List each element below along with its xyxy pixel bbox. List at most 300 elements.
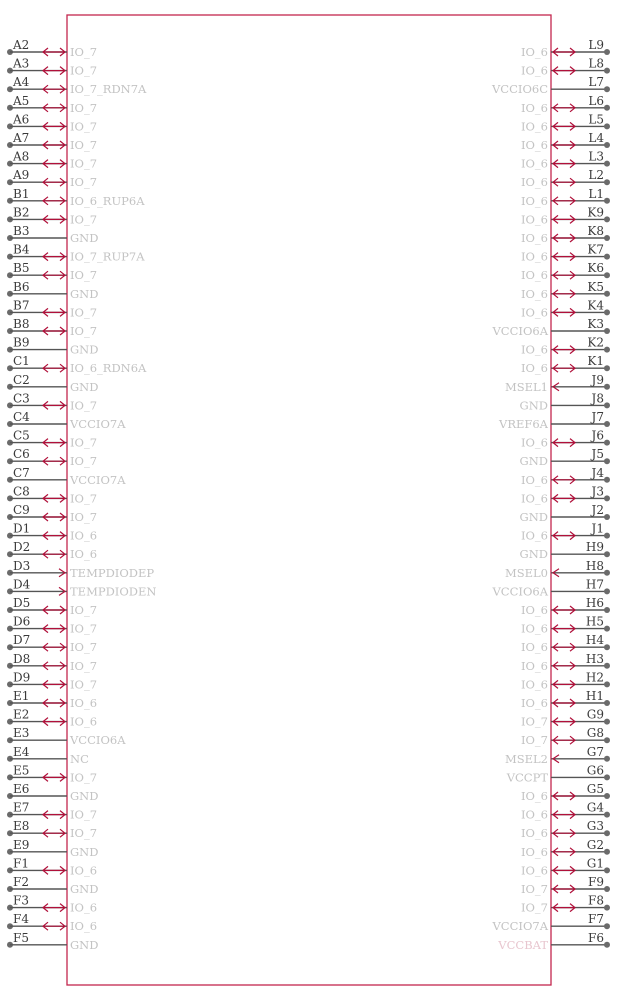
pin-number: H9: [585, 540, 604, 555]
bidirectional-arrow-icon: [43, 104, 65, 112]
bidirectional-arrow-icon: [553, 606, 575, 614]
pin-name: VCCBAT: [498, 937, 548, 952]
bidirectional-arrow-icon: [43, 904, 65, 912]
bidirectional-arrow-icon: [43, 253, 65, 261]
pin-name: IO_7: [70, 677, 98, 692]
bidirectional-arrow-icon: [43, 922, 65, 930]
pin-endpoint: [604, 421, 610, 427]
pin-number: D8: [13, 651, 31, 666]
pin-name: VCCIO6A: [70, 733, 126, 748]
pin-name: IO_6: [520, 603, 548, 617]
bidirectional-arrow-icon: [553, 160, 575, 168]
bidirectional-arrow-icon: [553, 439, 575, 447]
pin-name: IO_7: [70, 268, 98, 283]
pin-endpoint: [604, 588, 610, 594]
pin-number: F8: [588, 893, 604, 908]
pin-endpoint: [604, 774, 610, 780]
pin-number: A2: [13, 38, 30, 52]
bidirectional-arrow-icon: [553, 346, 575, 354]
pin-name: GND: [70, 937, 99, 952]
pin-name: IO_6: [520, 156, 548, 171]
bidirectional-arrow-icon: [43, 141, 65, 149]
pin-name: IO_7: [520, 900, 548, 915]
bidirectional-arrow-icon: [553, 178, 575, 186]
pin-name: GND: [70, 379, 99, 394]
pin-endpoint: [604, 235, 610, 241]
bidirectional-arrow-icon: [553, 699, 575, 707]
pin-endpoint: [604, 737, 610, 743]
bidirectional-arrow-icon: [553, 680, 575, 688]
pin-number: L4: [588, 131, 604, 145]
pin-number: H3: [585, 651, 604, 666]
pin-number: F4: [13, 912, 29, 927]
pin-number: E9: [13, 837, 30, 852]
pin-number: J6: [591, 428, 604, 443]
pin-endpoint: [604, 142, 610, 148]
pin-name: IO_7: [70, 398, 98, 413]
bidirectional-arrow-icon: [43, 699, 65, 707]
pin-number: J3: [591, 484, 604, 499]
pin-number: A7: [13, 131, 30, 145]
pin-name: IO_6: [520, 807, 548, 822]
pin-endpoint: [604, 68, 610, 74]
pin-number: L8: [588, 56, 604, 71]
pin-endpoint: [604, 347, 610, 353]
pin-name: IO_6: [520, 138, 548, 152]
pin-number: H4: [585, 633, 604, 648]
pin-name: IO_6: [520, 193, 548, 208]
bidirectional-arrow-icon: [553, 718, 575, 726]
bidirectional-arrow-icon: [553, 811, 575, 819]
bidirectional-arrow-icon: [553, 904, 575, 912]
pin-number: K1: [587, 354, 604, 369]
pin-number: B1: [13, 186, 30, 201]
bidirectional-arrow-icon: [553, 308, 575, 316]
pin-endpoint: [604, 495, 610, 501]
bidirectional-arrow-icon: [43, 160, 65, 168]
pin-number: G5: [586, 782, 604, 796]
bidirectional-arrow-icon: [553, 271, 575, 279]
pin-number: A6: [13, 112, 30, 127]
pin-name: VCCIO6C: [492, 82, 548, 97]
pin-number: K8: [587, 224, 604, 238]
bidirectional-arrow-icon: [553, 625, 575, 633]
pin-name: IO_6: [70, 714, 98, 729]
pin-endpoint: [604, 161, 610, 167]
pin-name: IO_7: [70, 156, 98, 171]
bidirectional-arrow-icon: [43, 625, 65, 633]
bidirectional-arrow-icon: [553, 67, 575, 75]
pin-name: IO_7: [70, 435, 98, 450]
pin-number: C1: [13, 354, 30, 369]
pin-name: IO_7: [70, 212, 98, 227]
pin-endpoint: [604, 440, 610, 446]
pin-number: H8: [585, 558, 604, 573]
bidirectional-arrow-icon: [43, 513, 65, 521]
pin-number: G8: [586, 726, 604, 741]
pin-number: E3: [13, 726, 30, 741]
pin-name: GND: [70, 342, 99, 357]
pin-endpoint: [604, 867, 610, 873]
pin-number: G6: [586, 763, 604, 778]
pin-number: L2: [588, 168, 604, 183]
bidirectional-arrow-icon: [43, 439, 65, 447]
bidirectional-arrow-icon: [553, 829, 575, 837]
pin-endpoint: [604, 86, 610, 92]
pin-endpoint: [604, 663, 610, 669]
pin-number: G1: [586, 856, 604, 871]
pin-number: L1: [588, 186, 604, 201]
pin-endpoint: [604, 700, 610, 706]
pin-endpoint: [604, 756, 610, 762]
pin-name: VCCPT: [506, 770, 548, 785]
pin-name: IO_6: [520, 63, 548, 78]
pin-number: K5: [587, 279, 604, 294]
pin-number: H7: [585, 577, 604, 592]
pin-endpoint: [604, 477, 610, 483]
pin-name: GND: [70, 231, 99, 245]
pin-number: G2: [586, 837, 604, 852]
pin-endpoint: [604, 49, 610, 55]
pin-number: H1: [585, 689, 604, 703]
pin-endpoint: [604, 719, 610, 725]
bidirectional-arrow-icon: [43, 494, 65, 502]
pin-name: MSEL0: [504, 565, 548, 580]
pin-name: IO_6: [70, 919, 98, 934]
bidirectional-arrow-icon: [43, 532, 65, 540]
bidirectional-arrow-icon: [553, 866, 575, 874]
pin-name: GND: [70, 882, 99, 896]
pin-number: G4: [586, 800, 604, 815]
bidirectional-arrow-icon: [553, 476, 575, 484]
pin-name: IO_7: [520, 882, 548, 896]
pin-number: B5: [13, 261, 30, 276]
pin-endpoint: [604, 886, 610, 892]
pin-number: A4: [13, 75, 30, 90]
pin-number: K4: [587, 298, 604, 313]
pin-endpoint: [604, 570, 610, 576]
bidirectional-arrow-icon: [553, 215, 575, 223]
pin-name: IO_6: [520, 361, 548, 376]
bidirectional-arrow-icon: [43, 680, 65, 688]
bidirectional-arrow-icon: [43, 606, 65, 614]
bidirectional-arrow-icon: [553, 122, 575, 130]
pin-name: IO_7: [70, 45, 98, 59]
pin-name: IO_6: [520, 100, 548, 115]
pin-number: D4: [13, 577, 31, 592]
pin-name: IO_7: [70, 826, 98, 841]
pin-name: IO_7: [520, 733, 548, 748]
pin-name: IO_6: [520, 696, 548, 710]
bidirectional-arrow-icon: [43, 662, 65, 670]
pin-name: IO_6: [520, 472, 548, 487]
pin-row: [497, 931, 610, 952]
pin-number: K2: [587, 335, 604, 350]
pin-name: IO_6: [520, 528, 548, 543]
pin-name: IO_7: [70, 63, 98, 78]
bidirectional-arrow-icon: [43, 364, 65, 372]
pin-number: G9: [586, 707, 604, 722]
pin-number: H5: [585, 614, 604, 629]
pin-endpoint: [604, 123, 610, 129]
pin-name: IO_6: [70, 547, 98, 562]
bidirectional-arrow-icon: [553, 532, 575, 540]
pin-name: NC: [70, 751, 89, 766]
pin-name: IO_7_RDN7A: [70, 82, 147, 97]
pin-number: F1: [13, 856, 29, 871]
pin-name: IO_6: [70, 696, 98, 710]
pin-number: D1: [13, 521, 31, 536]
pin-number: C8: [13, 484, 30, 499]
pin-endpoint: [604, 514, 610, 520]
bidirectional-arrow-icon: [553, 364, 575, 372]
pin-number: K3: [587, 317, 604, 331]
pin-number: K6: [587, 261, 604, 276]
bidirectional-arrow-icon: [553, 141, 575, 149]
pin-name: IO_7: [70, 640, 98, 655]
pin-endpoint: [604, 830, 610, 836]
left-pin-group: [7, 38, 156, 952]
pin-number: E1: [13, 689, 30, 703]
pin-endpoint: [604, 681, 610, 687]
pin-number: B9: [13, 335, 30, 350]
pin-number: F9: [588, 875, 604, 889]
pin-endpoint: [604, 328, 610, 334]
pin-name: IO_7: [70, 658, 98, 673]
pin-name: IO_7: [70, 770, 98, 785]
pin-number: C3: [13, 391, 30, 406]
bidirectional-arrow-icon: [553, 885, 575, 893]
bidirectional-arrow-icon: [43, 85, 65, 93]
pin-number: A5: [13, 93, 30, 108]
pin-name: IO_6: [520, 175, 548, 190]
bidirectional-arrow-icon: [43, 178, 65, 186]
pin-name: IO_7: [70, 324, 98, 338]
pin-number: A3: [13, 56, 30, 71]
pin-endpoint: [604, 365, 610, 371]
pin-number: J9: [591, 372, 604, 387]
pin-number: D2: [13, 540, 31, 555]
pin-number: J8: [591, 391, 604, 406]
pin-number: E4: [13, 744, 30, 759]
pin-number: L5: [588, 112, 604, 127]
pin-number: D3: [13, 558, 31, 573]
pin-name: IO_6: [520, 844, 548, 859]
pin-name: VCCIO7A: [492, 919, 548, 934]
pin-name: GND: [519, 454, 548, 469]
pin-number: B4: [13, 242, 30, 257]
pin-name: IO_6_RDN6A: [70, 361, 147, 376]
pin-name: IO_6: [520, 658, 548, 673]
bidirectional-arrow-icon: [43, 643, 65, 651]
pin-number: K7: [587, 242, 604, 257]
bidirectional-arrow-icon: [553, 197, 575, 205]
pin-number: A8: [13, 149, 30, 164]
pin-number: H6: [585, 596, 604, 610]
pin-endpoint: [604, 105, 610, 111]
pin-name: IO_6: [520, 119, 548, 134]
pin-endpoint: [604, 849, 610, 855]
pin-endpoint: [604, 942, 610, 948]
pin-name: IO_6: [520, 677, 548, 692]
pin-number: D5: [13, 596, 31, 610]
pin-number: C2: [13, 372, 30, 387]
bidirectional-arrow-icon: [553, 736, 575, 744]
pin-number: B2: [13, 205, 30, 220]
pin-number: L7: [588, 75, 604, 90]
pin-name: GND: [70, 789, 99, 803]
pin-name: IO_6: [520, 435, 548, 450]
pin-name: MSEL2: [504, 751, 548, 766]
bidirectional-arrow-icon: [553, 848, 575, 856]
bidirectional-arrow-icon: [553, 662, 575, 670]
pin-name: GND: [519, 547, 548, 562]
pin-number: B3: [13, 224, 30, 238]
pin-name: IO_6: [520, 826, 548, 841]
pin-number: C6: [13, 447, 30, 462]
pin-name: IO_7: [70, 100, 98, 115]
pin-endpoint: [604, 458, 610, 464]
pin-name: IO_6: [520, 305, 548, 320]
pin-number: B8: [13, 317, 30, 331]
bidirectional-arrow-icon: [43, 550, 65, 558]
pin-name: IO_6: [520, 286, 548, 301]
pin-name: TEMPDIODEN: [70, 584, 157, 599]
pin-name: IO_7: [520, 714, 548, 729]
pin-number: B6: [13, 279, 30, 294]
bidirectional-arrow-icon: [43, 401, 65, 409]
bidirectional-arrow-icon: [43, 308, 65, 316]
pin-number: J5: [591, 447, 604, 462]
pin-name: IO_6: [520, 621, 548, 636]
pin-number: C9: [13, 503, 30, 517]
pin-name: VCCIO6A: [492, 584, 548, 599]
pin-number: J1: [591, 521, 604, 536]
bidirectional-arrow-icon: [553, 253, 575, 261]
bidirectional-arrow-icon: [43, 457, 65, 465]
bidirectional-arrow-icon: [43, 811, 65, 819]
pin-name: IO_7: [70, 454, 98, 469]
pin-name: VCCIO7A: [70, 417, 126, 431]
pin-number: C4: [13, 410, 30, 424]
pin-number: L3: [588, 149, 604, 164]
pin-name: IO_6: [520, 491, 548, 506]
pin-number: K9: [587, 205, 604, 220]
pin-number: D6: [13, 614, 31, 629]
pin-endpoint: [604, 402, 610, 408]
pin-number: J4: [591, 465, 604, 480]
bidirectional-arrow-icon: [553, 643, 575, 651]
pin-name: IO_7: [70, 138, 98, 152]
pin-name: IO_7: [70, 305, 98, 320]
bidirectional-arrow-icon: [553, 494, 575, 502]
pin-number: L6: [588, 93, 604, 108]
pin-name: VREF6A: [499, 417, 548, 431]
pin-name: IO_6: [70, 863, 98, 878]
bidirectional-arrow-icon: [43, 67, 65, 75]
pin-number: H2: [585, 670, 604, 685]
pin-name: IO_6: [520, 640, 548, 655]
pin-endpoint: [604, 533, 610, 539]
pin-name: IO_7: [70, 175, 98, 190]
pin-endpoint: [604, 626, 610, 632]
bidirectional-arrow-icon: [553, 104, 575, 112]
pin-name: IO_6: [70, 528, 98, 543]
pin-number: F6: [588, 930, 604, 945]
pin-number: D9: [13, 670, 31, 685]
bidirectional-arrow-icon: [43, 215, 65, 223]
pin-endpoint: [604, 179, 610, 185]
pin-endpoint: [604, 216, 610, 222]
pin-number: F3: [13, 893, 29, 908]
pin-name: IO_6: [520, 863, 548, 878]
pin-name: GND: [70, 286, 99, 301]
pin-name: IO_7: [70, 119, 98, 134]
pin-number: E5: [13, 763, 30, 778]
pin-endpoint: [604, 607, 610, 613]
pin-endpoint: [604, 309, 610, 315]
pin-number: L9: [588, 38, 604, 52]
pin-endpoint: [604, 644, 610, 650]
bidirectional-arrow-icon: [43, 829, 65, 837]
pin-number: E7: [13, 800, 30, 815]
pin-endpoint: [604, 905, 610, 911]
pin-name: IO_7: [70, 807, 98, 822]
pin-name: VCCIO7A: [70, 472, 126, 487]
pin-number: E6: [13, 782, 30, 796]
bidirectional-arrow-icon: [553, 234, 575, 242]
component-body-outline: [67, 15, 551, 985]
pin-number: J2: [591, 503, 604, 517]
pin-name: IO_7: [70, 491, 98, 506]
pin-endpoint: [604, 291, 610, 297]
pin-name: IO_6: [70, 900, 98, 915]
pin-name: TEMPDIODEP: [70, 565, 155, 580]
bidirectional-arrow-icon: [43, 327, 65, 335]
bidirectional-arrow-icon: [43, 271, 65, 279]
pin-number: J7: [591, 410, 604, 424]
pin-number: E2: [13, 707, 30, 722]
pin-name: GND: [519, 398, 548, 413]
pin-name: IO_6: [520, 249, 548, 264]
pin-endpoint: [604, 812, 610, 818]
pin-name: GND: [519, 510, 548, 524]
pin-name: GND: [70, 844, 99, 859]
pin-endpoint: [604, 254, 610, 260]
pin-number: E8: [13, 819, 30, 834]
pin-number: G3: [586, 819, 604, 834]
pin-name: VCCIO6A: [492, 324, 548, 338]
pin-name: IO_6_RUP6A: [70, 193, 145, 208]
pin-number: F2: [13, 875, 29, 889]
pin-name: IO_7: [70, 510, 98, 524]
pin-number: D7: [13, 633, 31, 648]
bidirectional-arrow-icon: [43, 122, 65, 130]
pin-endpoint: [604, 384, 610, 390]
bidirectional-arrow-icon: [43, 197, 65, 205]
pin-endpoint: [604, 198, 610, 204]
pin-endpoint: [604, 272, 610, 278]
bidirectional-arrow-icon: [553, 290, 575, 298]
pin-number: C5: [13, 428, 30, 443]
pin-number: G7: [586, 744, 604, 759]
pin-name: IO_6: [520, 342, 548, 357]
bidirectional-arrow-icon: [43, 48, 65, 56]
bidirectional-arrow-icon: [553, 792, 575, 800]
pin-name: IO_7: [70, 621, 98, 636]
pin-name: IO_6: [520, 268, 548, 283]
pin-endpoint: [604, 923, 610, 929]
